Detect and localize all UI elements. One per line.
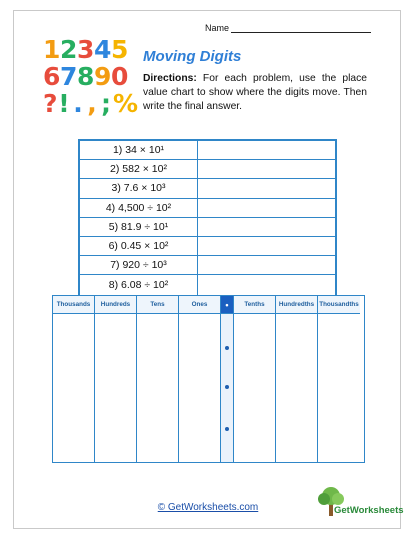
logo-char: 7: [60, 62, 78, 91]
logo-char: 3: [77, 35, 95, 64]
logo-row: [43, 63, 139, 90]
problem-text: 4) 4,500 ÷ 10²: [80, 199, 198, 217]
place-value-column: [318, 296, 360, 462]
problem-text: 7) 920 ÷ 10³: [80, 256, 198, 274]
answer-cell[interactable]: [198, 160, 335, 178]
directions: [143, 72, 367, 114]
column-header: Tens: [137, 296, 178, 314]
place-value-column: [276, 296, 318, 462]
answer-cell[interactable]: [198, 275, 335, 294]
numbers-logo: [43, 36, 139, 118]
column-header: Hundredths: [276, 296, 317, 314]
logo-char: 9: [94, 62, 112, 91]
decimal-dot: [225, 346, 229, 350]
problem-text: 6) 0.45 × 10²: [80, 237, 198, 255]
page-title: Moving Digits: [143, 48, 242, 65]
logo-row: [43, 90, 139, 117]
problem-row: [80, 179, 335, 198]
place-value-chart: [52, 295, 365, 463]
answer-cell[interactable]: [198, 256, 335, 274]
answer-cell[interactable]: [198, 179, 335, 197]
directions-label: Directions:: [143, 73, 197, 84]
logo-char: 8: [77, 62, 95, 91]
column-header: •: [221, 296, 233, 314]
problem-text: 5) 81.9 ÷ 10¹: [80, 218, 198, 236]
logo-char: 2: [60, 35, 78, 64]
name-field: [205, 23, 371, 33]
column-header: Thousandths: [318, 296, 360, 314]
name-line[interactable]: [231, 23, 371, 33]
place-value-column: [234, 296, 276, 462]
logo-char: 5: [111, 35, 129, 64]
directions-text: For each problem, use the place value chart to show where the digits move. Then write the final answer.: [143, 73, 367, 112]
footer-link[interactable]: © GetWorksheets.com: [157, 502, 259, 513]
logo-char: 4: [94, 35, 112, 64]
problem-text: 2) 582 × 10²: [80, 160, 198, 178]
problem-row: [80, 275, 335, 294]
decimal-dot: [225, 385, 229, 389]
brand-logo: [316, 484, 404, 524]
place-value-column: [137, 296, 179, 462]
logo-char: ?: [43, 89, 58, 118]
answer-cell[interactable]: [198, 141, 335, 159]
decimal-point-column: [221, 296, 234, 462]
problem-text: 3) 7.6 × 10³: [80, 179, 198, 197]
problem-row: [80, 199, 335, 218]
logo-row: [43, 36, 139, 63]
logo-char: !: [58, 89, 70, 118]
problem-row: [80, 256, 335, 275]
answer-cell[interactable]: [198, 199, 335, 217]
problem-text: 1) 34 × 10¹: [80, 141, 198, 159]
name-label: Name: [205, 23, 230, 33]
problem-row: [80, 218, 335, 237]
place-value-column: [53, 296, 95, 462]
problem-row: [80, 160, 335, 179]
logo-char: ;: [101, 89, 111, 118]
place-value-column: [179, 296, 221, 462]
problem-row: [80, 141, 335, 160]
problem-table: [78, 139, 337, 297]
logo-char: 1: [43, 35, 61, 64]
logo-char: ,: [87, 89, 97, 118]
column-header: Ones: [179, 296, 220, 314]
logo-char: .: [73, 89, 83, 118]
decimal-dot: [225, 427, 229, 431]
problem-text: 8) 6.08 ÷ 10²: [80, 275, 198, 294]
answer-cell[interactable]: [198, 218, 335, 236]
logo-char: 6: [43, 62, 61, 91]
problem-row: [80, 237, 335, 256]
logo-char: %: [113, 89, 139, 118]
column-header: Tenths: [234, 296, 275, 314]
column-header: Hundreds: [95, 296, 136, 314]
answer-cell[interactable]: [198, 237, 335, 255]
place-value-column: [95, 296, 137, 462]
logo-char: 0: [111, 62, 129, 91]
brand-text: GetWorksheets: [334, 505, 404, 516]
column-header: Thousands: [53, 296, 94, 314]
